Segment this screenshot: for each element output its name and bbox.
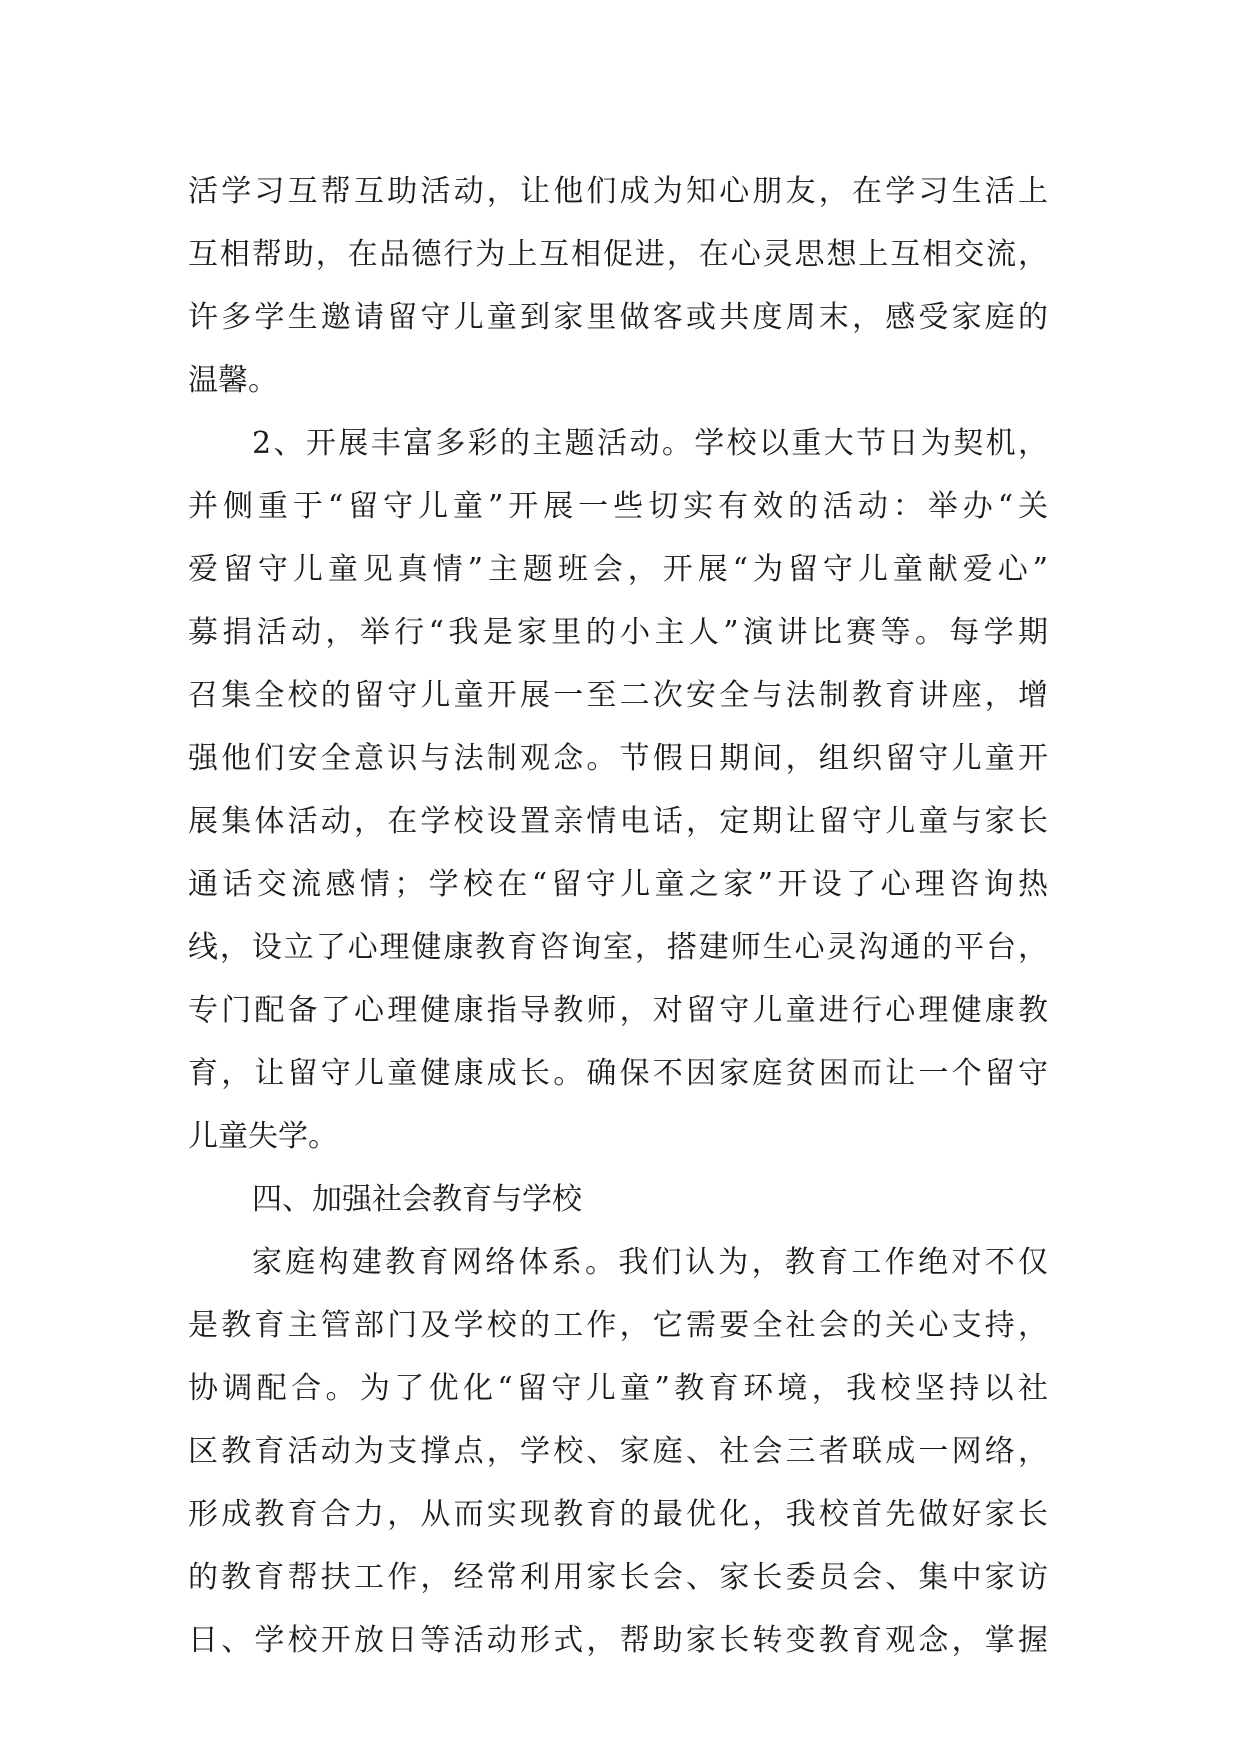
text-line: 儿童失学。	[188, 1119, 338, 1154]
text-line: 是教育主管部门及学校的工作，它需要全社会的关心支持，	[188, 1308, 1048, 1343]
text-line: 爱留守儿童见真情”主题班会，开展“为留守儿童献爱心”	[188, 552, 1048, 587]
text-line: 活学习互帮互助活动，让他们成为知心朋友，在学习生活上	[188, 174, 1048, 209]
text-line: 专门配备了心理健康指导教师，对留守儿童进行心理健康教	[188, 993, 1048, 1028]
text-line: 日、学校开放日等活动形式，帮助家长转变教育观念，掌握	[188, 1623, 1048, 1658]
text-line: 展集体活动，在学校设置亲情电话，定期让留守儿童与家长	[188, 804, 1048, 839]
text-line: 互相帮助，在品德行为上互相促进，在心灵思想上互相交流，	[188, 237, 1048, 272]
paragraph-start-line: 家庭构建教育网络体系。我们认为，教育工作绝对不仅	[252, 1245, 1048, 1280]
paragraph-start-line: 2、开展丰富多彩的主题活动。学校以重大节日为契机，	[252, 426, 1048, 461]
text-line: 的教育帮扶工作，经常利用家长会、家长委员会、集中家访	[188, 1560, 1048, 1595]
section-heading: 四、加强社会教育与学校	[252, 1182, 582, 1217]
document-body	[188, 160, 1048, 1672]
text-line: 线，设立了心理健康教育咨询室，搭建师生心灵沟通的平台，	[188, 930, 1048, 965]
text-line: 许多学生邀请留守儿童到家里做客或共度周末，感受家庭的	[188, 300, 1048, 335]
text-line: 并侧重于“留守儿童”开展一些切实有效的活动：举办“关	[188, 489, 1048, 524]
text-line: 温馨。	[188, 363, 278, 398]
text-line: 形成教育合力，从而实现教育的最优化，我校首先做好家长	[188, 1497, 1048, 1532]
text-line: 协调配合。为了优化“留守儿童”教育环境，我校坚持以社	[188, 1371, 1048, 1406]
text-line: 募捐活动，举行“我是家里的小主人”演讲比赛等。每学期	[188, 615, 1048, 650]
text-line: 育，让留守儿童健康成长。确保不因家庭贫困而让一个留守	[188, 1056, 1048, 1091]
text-line: 通话交流感情；学校在“留守儿童之家”开设了心理咨询热	[188, 867, 1048, 902]
text-line: 区教育活动为支撑点，学校、家庭、社会三者联成一网络，	[188, 1434, 1048, 1469]
text-line: 强他们安全意识与法制观念。节假日期间，组织留守儿童开	[188, 741, 1048, 776]
text-line: 召集全校的留守儿童开展一至二次安全与法制教育讲座，增	[188, 678, 1048, 713]
